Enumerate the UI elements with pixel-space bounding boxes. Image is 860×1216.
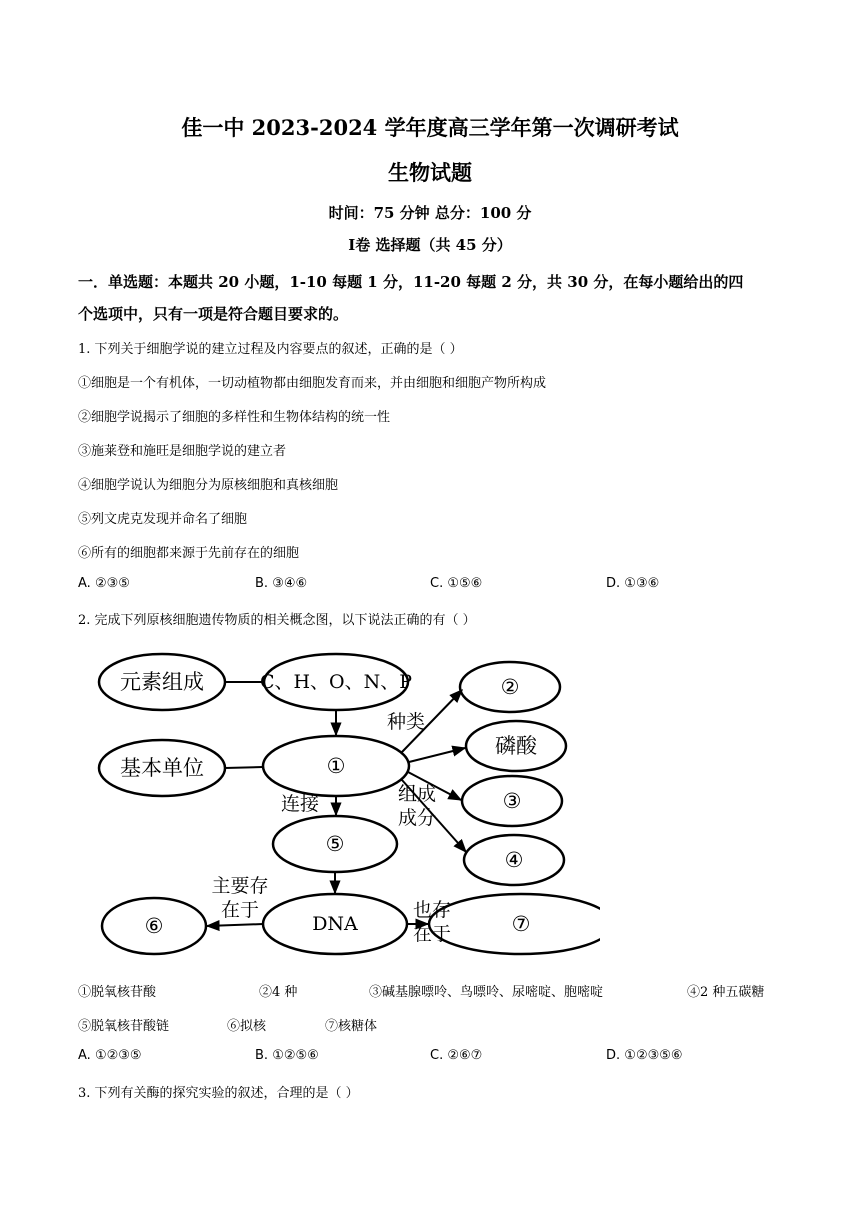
node-6-label: ⑥: [144, 914, 164, 938]
node-dna-label: DNA: [312, 913, 358, 935]
edge-label-comp1: 组成: [397, 783, 437, 805]
node-1-label: ①: [326, 754, 346, 778]
concept-map-diagram: [90, 640, 600, 970]
q1-item: ③施莱登和施旺是细胞学说的建立者: [78, 444, 287, 459]
option-key: C.: [430, 576, 444, 591]
option-text: ①②⑤⑥: [272, 1048, 319, 1063]
connector-line: [225, 767, 263, 768]
legend-item: ①脱氧核苷酸: [78, 985, 157, 1000]
edge-label-mainly1: 主要存: [211, 875, 269, 897]
option-key: A.: [78, 576, 91, 591]
q1-stem: 1. 下列关于细胞学说的建立过程及内容要点的叙述，正确的是（ ）: [78, 342, 463, 357]
node-4-label: ④: [504, 848, 524, 872]
q2-option-a[interactable]: [78, 1048, 142, 1063]
option-key: D.: [606, 1048, 621, 1063]
q1-option-c[interactable]: [430, 576, 482, 591]
node-phosphate-label: 磷酸: [495, 734, 537, 758]
subject-title: 生物试题: [388, 160, 472, 185]
q2-option-d[interactable]: [606, 1048, 683, 1063]
time-score: 时间：75 分钟 总分：100 分: [328, 204, 532, 222]
arrow-1-to-phosphate: [409, 748, 465, 762]
option-text: ③④⑥: [272, 576, 308, 591]
node-7-label: ⑦: [511, 912, 531, 936]
option-key: A.: [78, 1048, 91, 1063]
node-chonp-label: C、H、O、N、P: [259, 671, 413, 693]
legend-item: ⑥拟核: [227, 1019, 267, 1034]
edge-label-also1: 也存: [412, 899, 452, 921]
q1-item: ④细胞学说认为细胞分为原核细胞和真核细胞: [78, 478, 339, 493]
legend-item: ②4 种: [259, 985, 298, 1000]
option-text: ②③⑤: [94, 576, 130, 591]
q1-option-d[interactable]: [606, 576, 659, 591]
arrow-dna-to-6: [207, 924, 263, 926]
node-2-label: ②: [500, 675, 520, 699]
legend-item: ③碱基腺嘌呤、鸟嘌呤、尿嘧啶、胞嘧啶: [369, 985, 604, 1000]
legend-item: ④2 种五碳糖: [687, 985, 765, 1000]
q1-option-b[interactable]: [255, 576, 307, 591]
node-element-label: 元素组成: [120, 670, 204, 694]
edge-label-comp2: 成分: [397, 807, 437, 829]
edge-label-mainly2: 在于: [220, 899, 260, 921]
option-text: ①②③⑤: [94, 1048, 142, 1063]
option-key: B.: [255, 576, 269, 591]
q2-stem: 2. 完成下列原核细胞遗传物质的相关概念图，以下说法正确的有（ ）: [78, 613, 476, 628]
legend-item: ⑤脱氧核苷酸链: [78, 1019, 170, 1034]
q1-item: ⑤列文虎克发现并命名了细胞: [78, 512, 248, 527]
option-text: ②⑥⑦: [447, 1048, 483, 1063]
q3-stem: 3. 下列有关酶的探究实验的叙述，合理的是（ ）: [78, 1086, 359, 1101]
exam-title: 佳一中 2023-2024 学年度高三学年第一次调研考试: [181, 115, 679, 140]
edge-label-connect: 连接: [280, 793, 320, 815]
node-5-label: ⑤: [325, 832, 345, 856]
option-text: ①⑤⑥: [447, 576, 483, 591]
option-key: B.: [255, 1048, 269, 1063]
node-3-label: ③: [502, 789, 522, 813]
option-text: ①③⑥: [624, 576, 660, 591]
option-key: D.: [606, 576, 621, 591]
legend-item: ⑦核糖体: [325, 1019, 378, 1034]
volume-title: Ⅰ卷 选择题（共 45 分）: [348, 236, 512, 254]
option-text: ①②③⑤⑥: [624, 1048, 683, 1063]
section-instruction-line1: 一．单选题：本题共 20 小题，1-10 每题 1 分，11-20 每题 2 分，共 30 分，在每小题给出的四: [78, 273, 744, 291]
section-instruction-line2: 个选项中，只有一项是符合题目要求的。: [78, 305, 349, 323]
option-key: C.: [430, 1048, 444, 1063]
edge-label-kind: 种类: [386, 711, 426, 733]
q1-item: ②细胞学说揭示了细胞的多样性和生物体结构的统一性: [78, 410, 391, 425]
q1-item: ①细胞是一个有机体，一切动植物都由细胞发育而来，并由细胞和细胞产物所构成: [78, 376, 547, 391]
q2-option-b[interactable]: [255, 1048, 319, 1063]
q1-option-a[interactable]: [78, 576, 130, 591]
node-unit-label: 基本单位: [120, 756, 204, 780]
q2-option-c[interactable]: [430, 1048, 482, 1063]
q1-item: ⑥所有的细胞都来源于先前存在的细胞: [78, 546, 300, 561]
edge-label-also2: 在于: [412, 923, 452, 945]
